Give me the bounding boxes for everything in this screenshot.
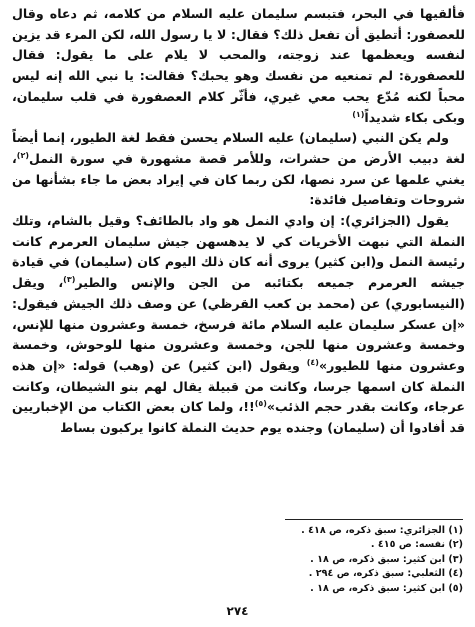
footnote-4: (٤) الثعلبي: سبق ذكره، ص ٢٩٤ . xyxy=(308,568,463,580)
footnote-ref-2: (٢) xyxy=(16,150,29,160)
body-text xyxy=(12,4,465,439)
footnote-2: (٢) نفسه: ص ٤١٥ . xyxy=(370,539,463,551)
paragraph-2 xyxy=(12,128,465,211)
paragraph-2-text: ولم يكن النبي (سليمان) عليه السلام يحسن فقط لغة الطيور، إنما أيضاً لغة دبيب الأرض من حشرات، وللأمر قصة مشهورة في سورة النمل xyxy=(12,130,465,166)
paragraph-3-text-cont: ، ويقل (النيسابوري) عن (محمد بن كعب القرظي) عن وصف ذلك الجيش فيقول: «إن عسكر سليمان عليه السلام مائة فرسخ، خمسة وعشرون منها للإنس، وخمسة وعشرون منها للجن، وخمسة وعشرون منها للوحوش، وخمسة وعشرون منها للطيور» xyxy=(12,275,465,373)
footnotes xyxy=(13,524,463,596)
footnote-ref-4: (٤) xyxy=(306,357,319,367)
paragraph-2-text-cont: ، يغني علمها عن سرد نصها، لكن ربما كان في إيراد بعض ما جاء بشأنها من شروحات وتفاصيل فائدة: xyxy=(12,150,465,208)
footnote-ref-5: (٥) xyxy=(254,399,267,409)
footnote-5: (٥) ابن كثير: سبق ذكره، ص ١٨ . xyxy=(310,582,463,594)
footnote-divider xyxy=(285,519,463,520)
paragraph-3-text: يقول (الجزائري): إن وادي النمل هو واد بالطائف؟ وقيل بالشام، وتلك النملة التي نبهت الأخريات كي لا يدهسهن جيش سليمان العرمرم كانت رئيسة النمل و(ابن كثير) يروى أنه كان ذلك اليوم كان (سليمان) في قيادة جيشه العرمرم جميعه بكتائبه من الجن والإنس والطير xyxy=(12,213,465,291)
paragraph-1-text: فألقيها في البحر، فتبسم سليمان عليه السلام من كلامه، ثم دعاه وقال للعصفور: أتطيق أن تفعل ذلك؟ فقال: لا يا رسول الله، لكن المرء قد يزين لنفسه ويعظمها عند زوجته، والمحب لا يلام على ما يقول: فقال للعصفورة: لم تمنعيه من نفسك وهو يحبك؟ فقالت: يا نبي الله إنه ليس محباً لكنه مُدّع يحب معي غيري، فأثّر كلام العصفورة في قلب سليمان، وبكى بكاء شديداً xyxy=(12,6,465,125)
page-number: ٢٧٤ xyxy=(226,604,249,618)
footnote-3: (٣) ابن كثير: سبق ذكره، ص ١٨ . xyxy=(310,553,463,565)
footnote-ref-3: (٣) xyxy=(63,274,76,284)
footnote-ref-1: (١) xyxy=(352,109,365,119)
footnote-1: (١) الجزائري: سبق ذكره، ص ٤١٨ . xyxy=(301,525,463,536)
paragraph-3-text-cont-2: ويقول (ابن كثير) عن (وهب) قوله: «إن هذه النملة كان اسمها جرسا، وكانت من قبيلة يقال لهم بنو الشيطان، وكانت عرجاء، وكانت بقدر حجم الذئب» xyxy=(12,357,465,415)
paragraph-1 xyxy=(12,4,465,128)
paragraph-3-text-cont-3: !!، ولما كان بعض الكتاب من الإخباريين قد أفادوا أن (سليمان) وجنده يوم حديث النملة كانوا يركبون بساط xyxy=(12,399,465,436)
paragraph-3 xyxy=(12,211,465,439)
